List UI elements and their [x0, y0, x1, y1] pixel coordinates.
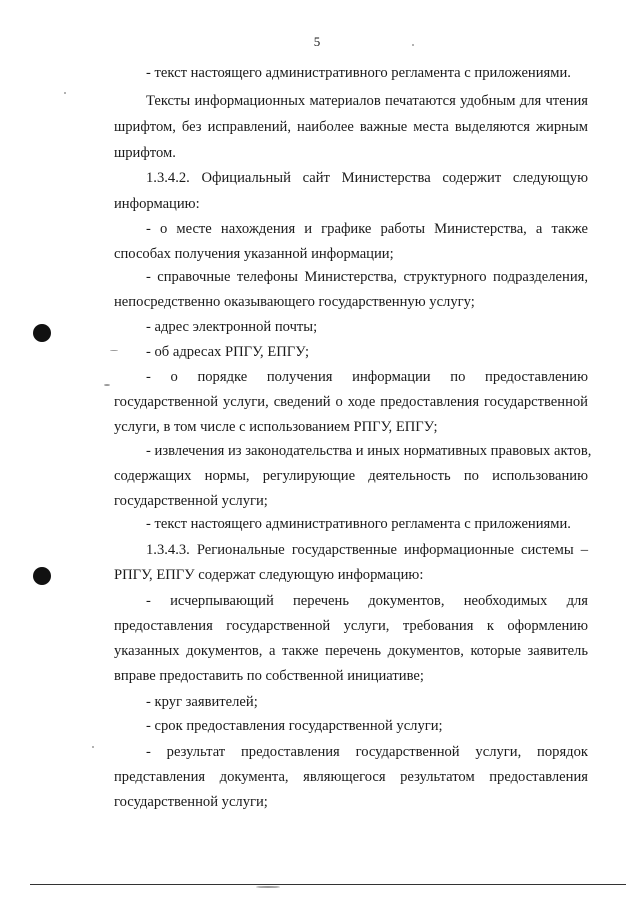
- text-line: государственной услуги, сведений о ходе предоставления государственной: [114, 394, 588, 410]
- text-line: - о порядке получения информации по предоставлению: [146, 369, 588, 385]
- text-line: вправе предоставить по собственной инициативе;: [114, 668, 424, 684]
- text-line: - извлечения из законодательства и иных нормативных правовых актов,: [146, 443, 592, 459]
- text-line: - результат предоставления государственной услуги, порядок: [146, 744, 588, 760]
- punch-hole-top: [33, 324, 51, 342]
- text-line: шрифтом, без исправлений, наиболее важные места выделяются жирным: [114, 119, 588, 135]
- text-line: РПГУ, ЕПГУ содержат следующую информацию:: [114, 567, 424, 583]
- text-line: информацию:: [114, 196, 200, 212]
- text-line: государственной услуги;: [114, 794, 268, 810]
- text-line: 1.3.4.2. Официальный сайт Министерства содержит следующую: [146, 170, 588, 186]
- scan-speck: [256, 886, 280, 888]
- scan-speck: [412, 44, 414, 46]
- text-line: - справочные телефоны Министерства, структурного подразделения,: [146, 269, 588, 285]
- text-line: - текст настоящего административного регламента с приложениями.: [146, 65, 571, 81]
- scan-speck: [92, 746, 94, 748]
- text-line: представления документа, являющегося результатом предоставления: [114, 769, 588, 785]
- text-line: предоставления государственной услуги, требования к оформлению: [114, 618, 588, 634]
- text-line: государственной услуги;: [114, 493, 268, 509]
- text-line: - круг заявителей;: [146, 694, 258, 710]
- text-line: - срок предоставления государственной услуги;: [146, 718, 443, 734]
- page-number: 5: [313, 34, 321, 49]
- text-line: непосредственно оказывающего государственную услугу;: [114, 294, 475, 310]
- text-line: способах получения указанной информации;: [114, 246, 394, 262]
- text-line: содержащих нормы, регулирующие деятельность по использованию: [114, 468, 588, 484]
- text-line: услуги, в том числе с использованием РПГУ, ЕПГУ;: [114, 419, 438, 435]
- text-line: - исчерпывающий перечень документов, необходимых для: [146, 593, 588, 609]
- text-line: - о месте нахождения и графике работы Министерства, а также: [146, 221, 588, 237]
- text-line: указанных документов, а также перечень документов, которые заявитель: [114, 643, 588, 659]
- text-line: 1.3.4.3. Региональные государственные информационные системы –: [146, 542, 588, 558]
- scan-speck: [64, 92, 66, 94]
- text-line: - об адресах РПГУ, ЕПГУ;: [146, 344, 310, 360]
- punch-hole-bottom: [33, 567, 51, 585]
- scan-speck: [110, 350, 118, 351]
- text-line: Тексты информационных материалов печатаются удобным для чтения: [146, 93, 588, 109]
- scan-speck: [104, 384, 110, 386]
- text-line: - текст настоящего административного регламента с приложениями.: [146, 516, 571, 532]
- bottom-rule: [30, 884, 626, 885]
- text-line: шрифтом.: [114, 145, 176, 161]
- text-line: - адрес электронной почты;: [146, 319, 318, 335]
